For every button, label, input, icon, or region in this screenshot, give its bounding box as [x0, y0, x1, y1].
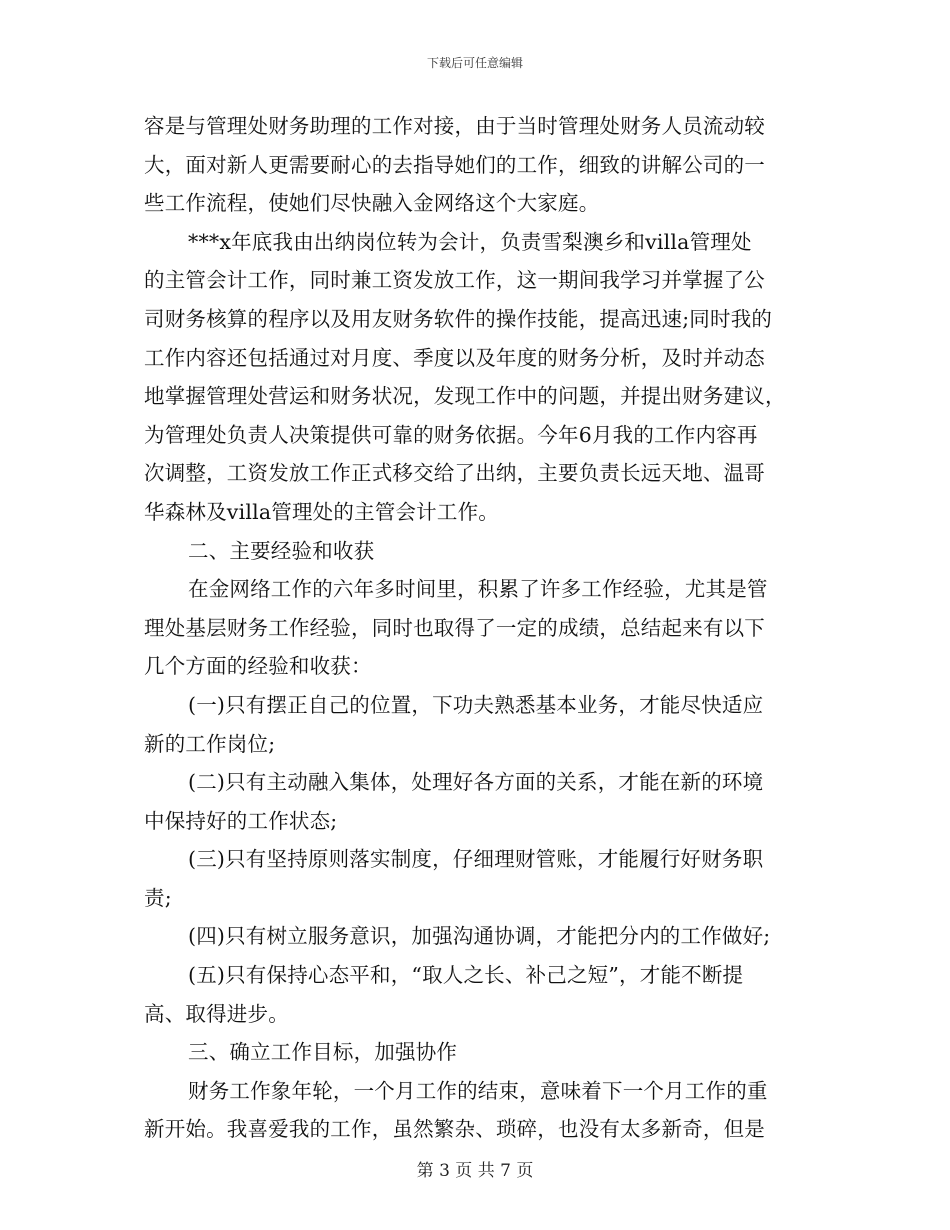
text-line: 几个方面的经验和收获：	[144, 654, 372, 679]
text-line: 的主管会计工作，同时兼工资发放工作，这一期间我学习并掌握了公	[144, 268, 765, 293]
document-body	[144, 107, 806, 1149]
text-line: 新开始。我喜爱我的工作，虽然繁杂、琐碎，也没有太多新奇，但是	[144, 1117, 765, 1142]
list-item: (四)只有树立服务意识，加强沟通协调，才能把分内的工作做好;	[188, 924, 771, 949]
text-line: 新的工作岗位;	[144, 731, 276, 756]
text-line: 司财务核算的程序以及用友财务软件的操作技能，提高迅速;同时我的	[144, 306, 773, 331]
text-line: 华森林及villa管理处的主管会计工作。	[144, 499, 499, 524]
list-item: (五)只有保持心态平和，“取人之长、补己之短”，才能不断提	[188, 963, 744, 988]
section-heading: 二、主要经验和收获	[188, 538, 375, 563]
text-line: 中保持好的工作状态;	[144, 808, 338, 833]
page-footer: 第 3 页 共 7 页	[416, 1161, 534, 1181]
list-item: (三)只有坚持原则落实制度，仔细理财管账，才能履行好财务职	[188, 847, 764, 872]
text-line: 大，面对新人更需要耐心的去指导她们的工作，细致的讲解公司的一	[144, 152, 765, 177]
text-line: 次调整，工资发放工作正式移交给了出纳，主要负责长远天地、温哥	[144, 461, 765, 486]
text-line: 地掌握管理处营运和财务状况，发现工作中的问题，并提出财务建议，	[144, 384, 786, 409]
text-line: 容是与管理处财务助理的工作对接，由于当时管理处财务人员流动较	[144, 114, 765, 138]
section-heading: 三、确立工作目标，加强协作	[188, 1040, 458, 1065]
text-line: 在金网络工作的六年多时间里，积累了许多工作经验，尤其是管	[188, 577, 768, 602]
text-line: 理处基层财务工作经验，同时也取得了一定的成绩，总结起来有以下	[144, 615, 765, 640]
text-line: 高、取得进步。	[144, 1001, 289, 1026]
text-line: 些工作流程，使她们尽快融入金网络这个大家庭。	[144, 191, 600, 216]
text-line: 工作内容还包括通过对月度、季度以及年度的财务分析，及时并动态	[144, 345, 765, 370]
text-line: 为管理处负责人决策提供可靠的财务依据。今年6月我的工作内容再	[144, 422, 758, 447]
page-header: 下载后可任意编辑	[426, 56, 523, 70]
list-item: (二)只有主动融入集体，处理好各方面的关系，才能在新的环境	[188, 770, 764, 795]
text-line: 责;	[144, 885, 172, 910]
text-line: 财务工作象年轮，一个月工作的结束，意味着下一个月工作的重	[188, 1078, 768, 1103]
text-line: ***x年底我由出纳岗位转为会计，负责雪梨澳乡和villa管理处	[188, 229, 752, 254]
list-item: (一)只有摆正自己的位置，下功夫熟悉基本业务，才能尽快适应	[188, 692, 764, 717]
